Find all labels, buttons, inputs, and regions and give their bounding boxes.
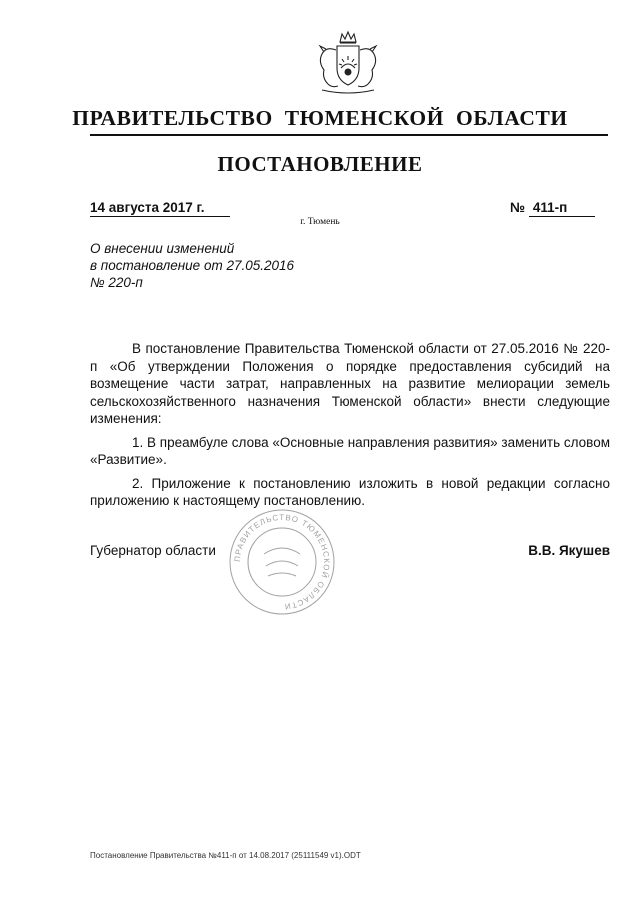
body-paragraph: 2. Приложение к постановлению изложить в новой редакции согласно приложению к настоящему постановлению. xyxy=(90,475,610,508)
round-seal-icon xyxy=(228,508,336,616)
authority-title: ПРАВИТЕЛЬСТВО ТЮМЕНСКОЙ ОБЛАСТИ xyxy=(72,106,568,130)
document-subject xyxy=(90,240,350,291)
number-value: 411-п xyxy=(529,200,595,217)
document-number xyxy=(510,200,596,217)
body-paragraph: В постановление Правительства Тюменской области от 27.05.2016 № 220-п «Об утверждении Положения о порядке предоставления субсидий на возмещение части затрат, направленных на развитие мелиорации земель сельскохозяйственного назначения Тюменской области» внести следующие изменения: xyxy=(90,341,610,426)
subject-line: № 220-п xyxy=(90,275,143,290)
document-city: г. Тюмень xyxy=(300,217,340,227)
document-type-title: ПОСТАНОВЛЕНИЕ xyxy=(217,152,423,176)
subject-line: в постановление от 27.05.2016 xyxy=(90,258,295,273)
number-sign: № xyxy=(510,200,526,215)
seal-text: ПРАВИТЕЛЬСТВО ТЮМЕНСКОЙ ОБЛАСТИ xyxy=(232,512,332,612)
document-date: 14 августа 2017 г. xyxy=(90,200,230,217)
document-footer: Постановление Правительства №411-п от 14.08.2017 (25111549 v1).ODT xyxy=(90,851,361,860)
document-body xyxy=(90,340,610,516)
subject-line: О внесении изменений xyxy=(90,241,235,256)
header-divider xyxy=(90,134,608,136)
signatory-title: Губернатор области xyxy=(90,543,216,558)
signatory-name: В.В. Якушев xyxy=(528,543,610,558)
body-paragraph: 1. В преамбуле слова «Основные направления развития» заменить словом «Развитие». xyxy=(90,434,610,467)
coat-of-arms-icon xyxy=(300,28,396,98)
